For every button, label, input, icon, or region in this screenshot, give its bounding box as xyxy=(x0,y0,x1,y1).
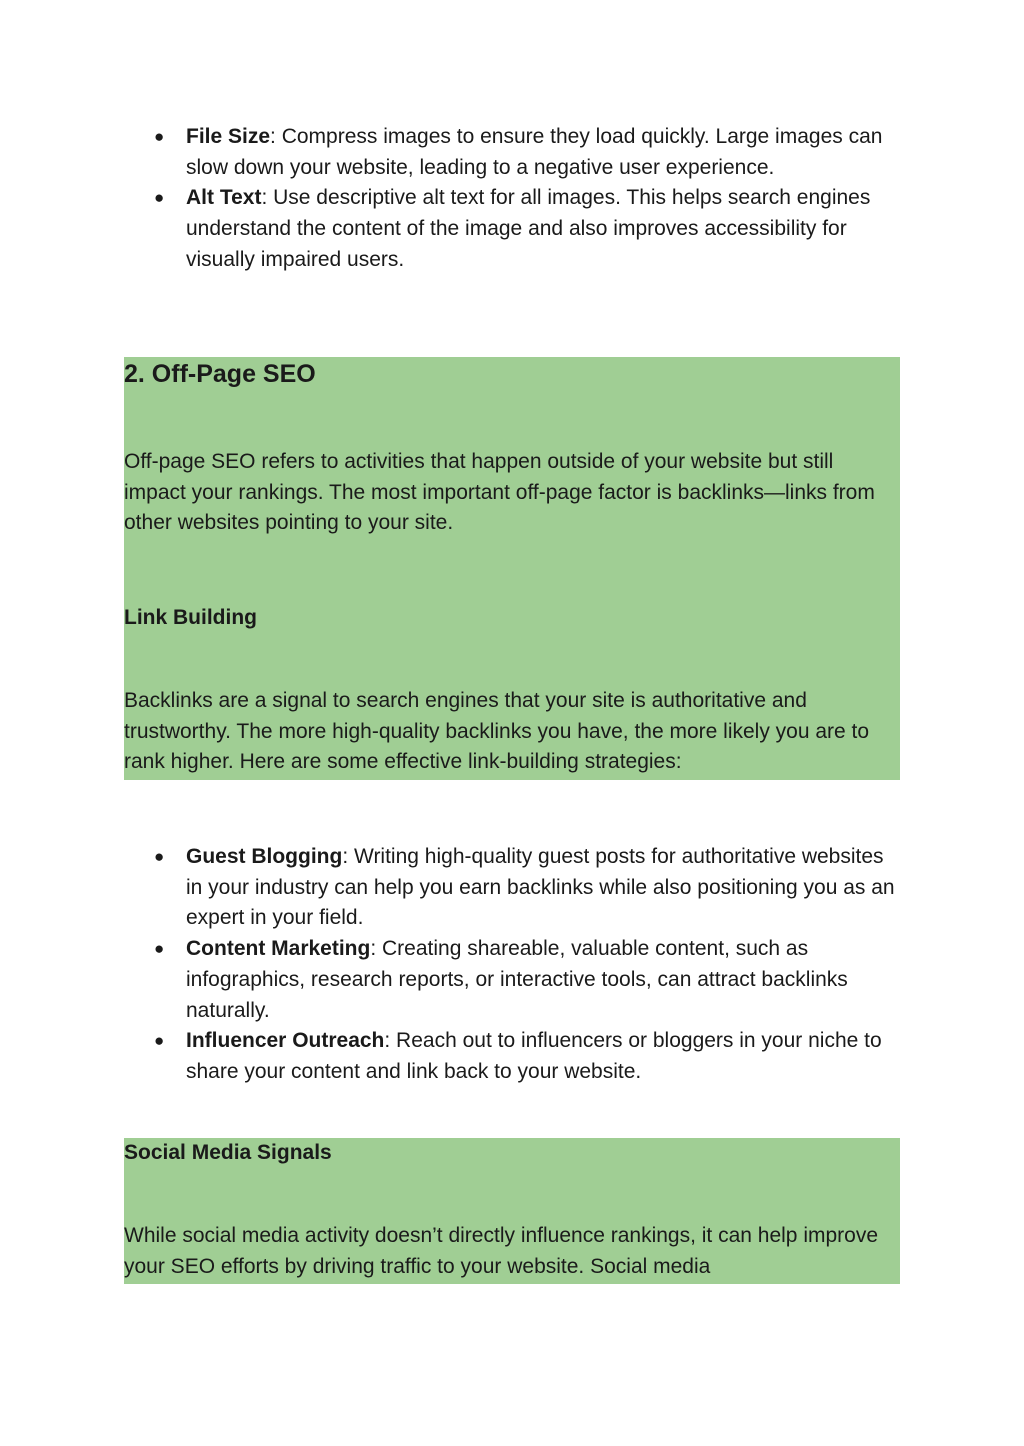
list-item-term: File Size xyxy=(186,125,271,148)
bullet-icon: ● xyxy=(154,847,165,866)
list-item-text: : Use descriptive alt text for all images. This helps search engines understand the content of the image and also improves accessibility for visually impaired users. xyxy=(186,186,871,271)
image-optimization-list xyxy=(124,122,900,276)
list-item-text: : Writing high-quality guest posts for authoritative websites in your industry can help you earn backlinks while also positioning you as an expert in your field. xyxy=(186,845,895,930)
subsection-heading: Social Media Signals xyxy=(124,1141,332,1164)
list-item xyxy=(124,934,900,1026)
bullet-icon: ● xyxy=(154,188,165,208)
offpage-seo-section xyxy=(124,357,900,780)
bullet-icon: ● xyxy=(154,1031,165,1051)
list-item xyxy=(124,183,900,275)
subsection-body: Backlinks are a signal to search engines that your site is authoritative and trustworthy. The more high-quality backlinks you have, the more likely you are to rank higher. Here are some effective link-building strategies: xyxy=(124,689,870,774)
list-item-term: Guest Blogging xyxy=(186,845,343,868)
link-building-strategies-list xyxy=(124,842,900,1088)
list-item-term: Influencer Outreach xyxy=(186,1029,385,1053)
list-item-text: : Compress images to ensure they load quickly. Large images can slow down your website, leading to a negative user experience. xyxy=(186,125,883,179)
bullet-icon: ● xyxy=(154,939,165,959)
list-item-term: Alt Text xyxy=(186,186,262,210)
social-media-section xyxy=(124,1138,900,1284)
subsection-body: While social media activity doesn’t directly influence rankings, it can help improve your SEO efforts by driving traffic to your website. Social media xyxy=(124,1224,879,1278)
subsection-heading: Link Building xyxy=(124,606,257,629)
list-item xyxy=(124,122,900,183)
bullet-icon: ● xyxy=(154,127,165,146)
section-intro: Off-page SEO refers to activities that happen outside of your website but still impact your rankings. The most important off-page factor is backlinks—links from other websites pointing to your site. xyxy=(124,450,875,535)
list-item xyxy=(124,842,900,934)
list-item-term: Content Marketing xyxy=(186,937,371,961)
list-item-text: : Reach out to influencers or bloggers in your niche to share your content and link back to your website. xyxy=(186,1029,882,1083)
list-item xyxy=(124,1026,900,1087)
section-heading: 2. Off-Page SEO xyxy=(124,360,316,388)
list-item-text: : Creating shareable, valuable content, such as infographics, research reports, or interactive tools, can attract backlinks naturally. xyxy=(186,937,848,1022)
